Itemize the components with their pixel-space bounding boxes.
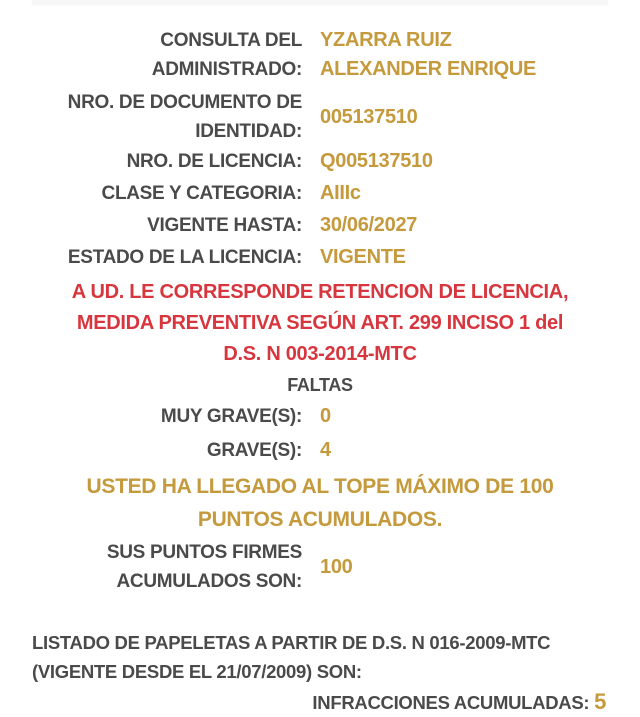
documento-row [0, 88, 640, 146]
muy-grave-value: 0 [320, 405, 331, 427]
vigente-value: 30/06/2027 [320, 214, 418, 236]
administrado-value-line2: ALEXANDER ENRIQUE [320, 58, 537, 80]
grave-value: 4 [320, 439, 331, 461]
puntos-value: 100 [320, 555, 353, 578]
grave-row [0, 436, 640, 465]
estado-label: ESTADO DE LA LICENCIA: [67, 247, 302, 268]
listado-line2: (VIGENTE DESDE EL 21/07/2009) SON: [32, 661, 362, 682]
infracciones-label: INFRACCIONES ACUMULADAS: [312, 692, 590, 713]
licencia-row [0, 147, 640, 176]
puntos-label-line1: SUS PUNTOS FIRMES [106, 542, 302, 563]
clase-value: AIIIc [320, 182, 361, 204]
clase-row [0, 179, 640, 208]
retention-alert [0, 277, 640, 370]
administrado-row [0, 26, 640, 84]
administrado-label [0, 26, 320, 84]
grave-label: GRAVE(S): [206, 440, 302, 461]
clase-label: CLASE Y CATEGORIA: [101, 183, 302, 204]
administrado-label-line2: ADMINISTRADO: [151, 59, 302, 80]
tope-message [0, 470, 640, 536]
puntos-row [0, 538, 640, 596]
vigente-label: VIGENTE HASTA: [147, 215, 302, 236]
vigente-row [0, 211, 640, 240]
muy-grave-row [0, 402, 640, 431]
administrado-label-line1: CONSULTA DEL [160, 30, 302, 51]
listado-line1: LISTADO DE PAPELETAS A PARTIR DE D.S. N 016-2009-MTC [32, 632, 551, 653]
retention-alert-line1: A UD. LE CORRESPONDE RETENCION DE LICENCIA, [71, 281, 569, 303]
puntos-label-line2: ACUMULADOS SON: [116, 571, 302, 592]
retention-alert-line3: D.S. N 003-2014-MTC [223, 343, 417, 365]
listado-papeletas [32, 628, 622, 686]
documento-label [0, 88, 320, 146]
licencia-label: NRO. DE LICENCIA: [126, 151, 302, 172]
documento-label-line1: NRO. DE DOCUMENTO DE [67, 92, 302, 113]
licencia-value: Q005137510 [320, 150, 433, 172]
tope-message-line1: USTED HA LLEGADO AL TOPE MÁXIMO DE 100 [86, 475, 554, 498]
faltas-title: FALTAS [287, 375, 353, 395]
administrado-value-line1: YZARRA RUIZ [320, 29, 452, 51]
documento-value: 005137510 [320, 105, 418, 128]
documento-label-line2: IDENTIDAD: [195, 121, 302, 142]
tope-message-line2: PUNTOS ACUMULADOS. [197, 508, 443, 531]
retention-alert-line2: MEDIDA PREVENTIVA SEGÚN ART. 299 INCISO 1 del [76, 312, 564, 334]
estado-row [0, 243, 640, 272]
administrado-value [320, 26, 536, 84]
top-divider [32, 0, 608, 4]
estado-value: VIGENTE [320, 246, 406, 268]
puntos-label [0, 538, 320, 596]
infracciones-value: 5 [594, 689, 606, 714]
infracciones-acumuladas [312, 688, 606, 717]
muy-grave-label: MUY GRAVE(S): [160, 406, 302, 427]
